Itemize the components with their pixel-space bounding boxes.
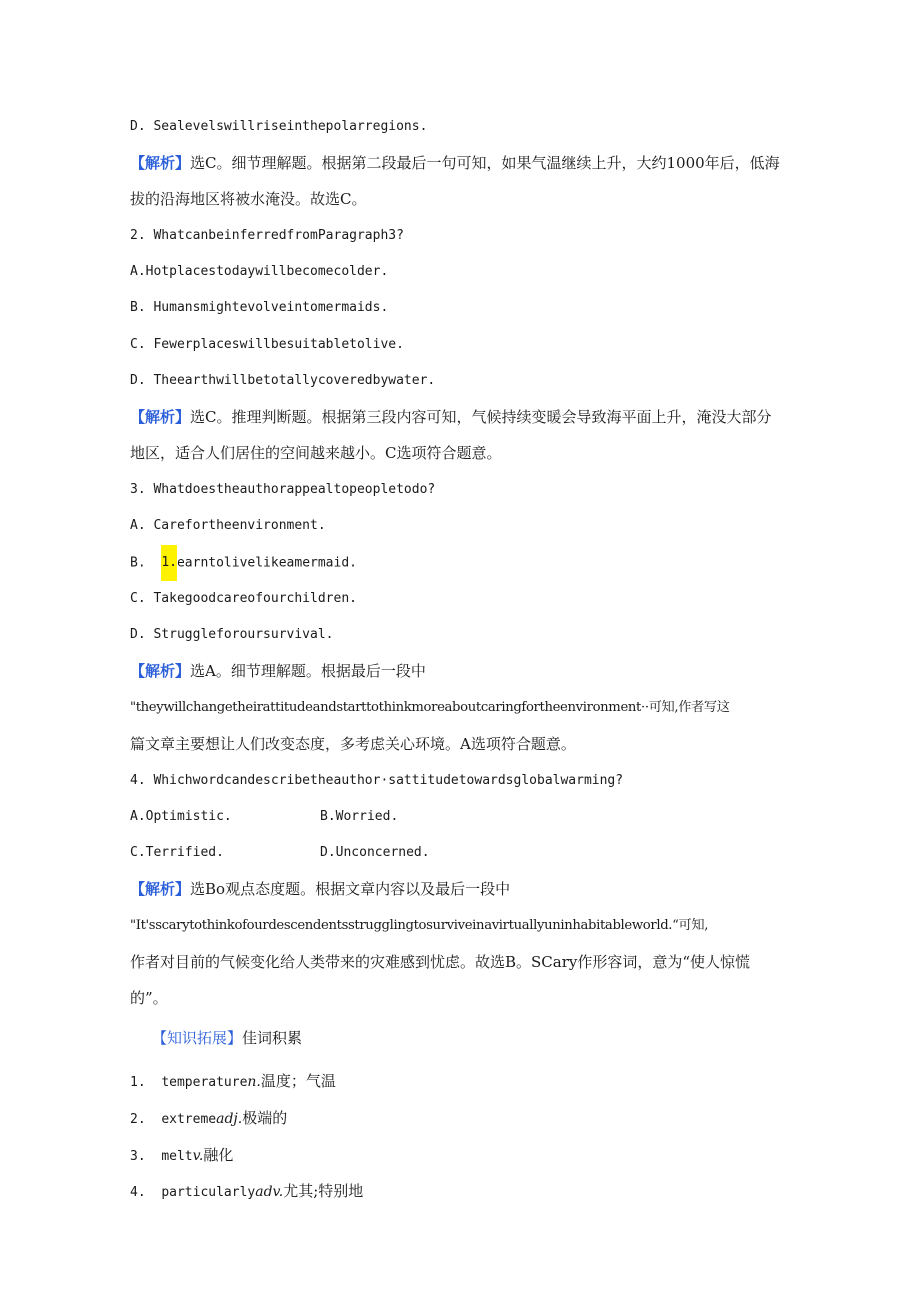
extension-tag: 【知识拓展】 xyxy=(152,1029,243,1047)
q2-option-a: A.Hotplacestodaywillbecomecolder. xyxy=(130,264,389,279)
analysis-text: 选Bo观点态度题。根据文章内容以及最后一段中 xyxy=(190,880,511,898)
q3-analysis-line1 xyxy=(130,661,426,681)
q4-option-a: A.Optimistic. xyxy=(130,809,232,824)
vocab-meaning: 融化 xyxy=(203,1146,234,1164)
q4-options-row1 xyxy=(130,807,399,827)
q4-option-b: B.Worried. xyxy=(320,809,399,824)
q3-option-b xyxy=(130,545,357,582)
extension-title: 佳词积累 xyxy=(242,1029,303,1047)
q2-stem: 2. WhatcanbeinferredfromParagraph3? xyxy=(130,228,404,243)
vocab-word: temperature xyxy=(161,1075,248,1090)
vocab-word: extreme xyxy=(161,1112,217,1127)
q2-option-b: B. Humansmightevolveintomermaids. xyxy=(130,300,389,315)
q4-analysis-line4: 的”。 xyxy=(130,989,168,1007)
q4-analysis-line2: "It'sscarytothinkofourdescendentsstrugglingtosurviveinavirtuallyuninhabitableworld.“可知, xyxy=(130,918,709,933)
vocab-meaning: 温度；气温 xyxy=(260,1072,336,1090)
q2-analysis-line2: 地区，适合人们居住的空间越来越小。C选项符合题意。 xyxy=(130,444,502,462)
vocab-item xyxy=(130,1108,287,1130)
vocab-item xyxy=(130,1071,336,1093)
q4-analysis-line3: 作者对目前的气候变化给人类带来的灾难感到忧虑。故选B。SCary作形容词，意为“使人惊慌 xyxy=(130,953,751,971)
option-rest: earntolivelikeamermaid. xyxy=(176,555,357,571)
analysis-text: 选C。细节理解题。根据第二段最后一句可知，如果气温继续上升，大约1000年后，低海 xyxy=(190,154,780,172)
q1-analysis-line1 xyxy=(130,153,780,173)
analysis-tag: 【解析】 xyxy=(130,880,191,898)
extension-heading xyxy=(152,1028,302,1048)
q2-option-d: D. Theearthwillbetotallycoveredbywater. xyxy=(130,373,436,388)
vocab-word: particularly xyxy=(161,1185,256,1200)
analysis-tag: 【解析】 xyxy=(130,154,191,172)
vocab-word: melt xyxy=(161,1149,193,1164)
q1-analysis-line2: 拔的沿海地区将被水淹没。故选C。 xyxy=(130,190,367,208)
vocab-number: 3. xyxy=(130,1149,162,1164)
analysis-text: 选C。推理判断题。根据第三段内容可知，气候持续变暖会导致海平面上升，淹没大部分 xyxy=(190,408,772,426)
q4-option-d: D.Unconcerned. xyxy=(320,845,430,860)
q4-analysis-line1 xyxy=(130,879,510,899)
vocab-pos: adv. xyxy=(255,1184,284,1200)
vocab-item xyxy=(130,1145,233,1167)
vocab-item xyxy=(130,1181,363,1203)
q3-option-c: C. Takegoodcareofourchildren. xyxy=(130,591,357,606)
vocab-number: 4. xyxy=(130,1185,162,1200)
vocab-number: 1. xyxy=(130,1075,162,1090)
q4-options-row2 xyxy=(130,843,430,863)
q4-stem: 4. Whichwordcandescribetheauthor·sattitudetowardsglobalwarming? xyxy=(130,773,624,788)
q3-analysis-line2: "theywillchangetheirattitudeandstarttothinkmoreaboutcaringfortheenvironment··可知,作者写这 xyxy=(130,700,730,715)
q1-option-d: D. Sealevelswillriseinthepolarregions. xyxy=(130,119,428,134)
q2-analysis-line1 xyxy=(130,407,772,427)
q3-stem: 3. Whatdoestheauthorappealtopeopletodo? xyxy=(130,482,436,497)
q3-option-d: D. Struggleforoursurvival. xyxy=(130,627,334,642)
analysis-tag: 【解析】 xyxy=(130,662,191,680)
q4-option-c: C.Terrified. xyxy=(130,845,224,860)
vocab-pos: v. xyxy=(192,1148,204,1164)
q3-analysis-line3: 篇文章主要想让人们改变态度，多考虑关心环境。A选项符合题意。 xyxy=(130,735,576,753)
vocab-pos: n. xyxy=(247,1074,261,1090)
vocab-meaning: 尤其;特别地 xyxy=(283,1182,364,1200)
vocab-meaning: 极端的 xyxy=(242,1109,288,1127)
vocab-pos: adj. xyxy=(216,1111,243,1127)
option-prefix: B. xyxy=(130,555,162,571)
q3-option-a: A. Carefortheenvironment. xyxy=(130,518,326,533)
q2-option-c: C. Fewerplaceswillbesuitabletolive. xyxy=(130,337,404,352)
analysis-tag: 【解析】 xyxy=(130,408,191,426)
highlighted-text: 1. xyxy=(161,545,177,581)
vocab-number: 2. xyxy=(130,1112,162,1127)
analysis-text: 选A。细节理解题。根据最后一段中 xyxy=(190,662,426,680)
